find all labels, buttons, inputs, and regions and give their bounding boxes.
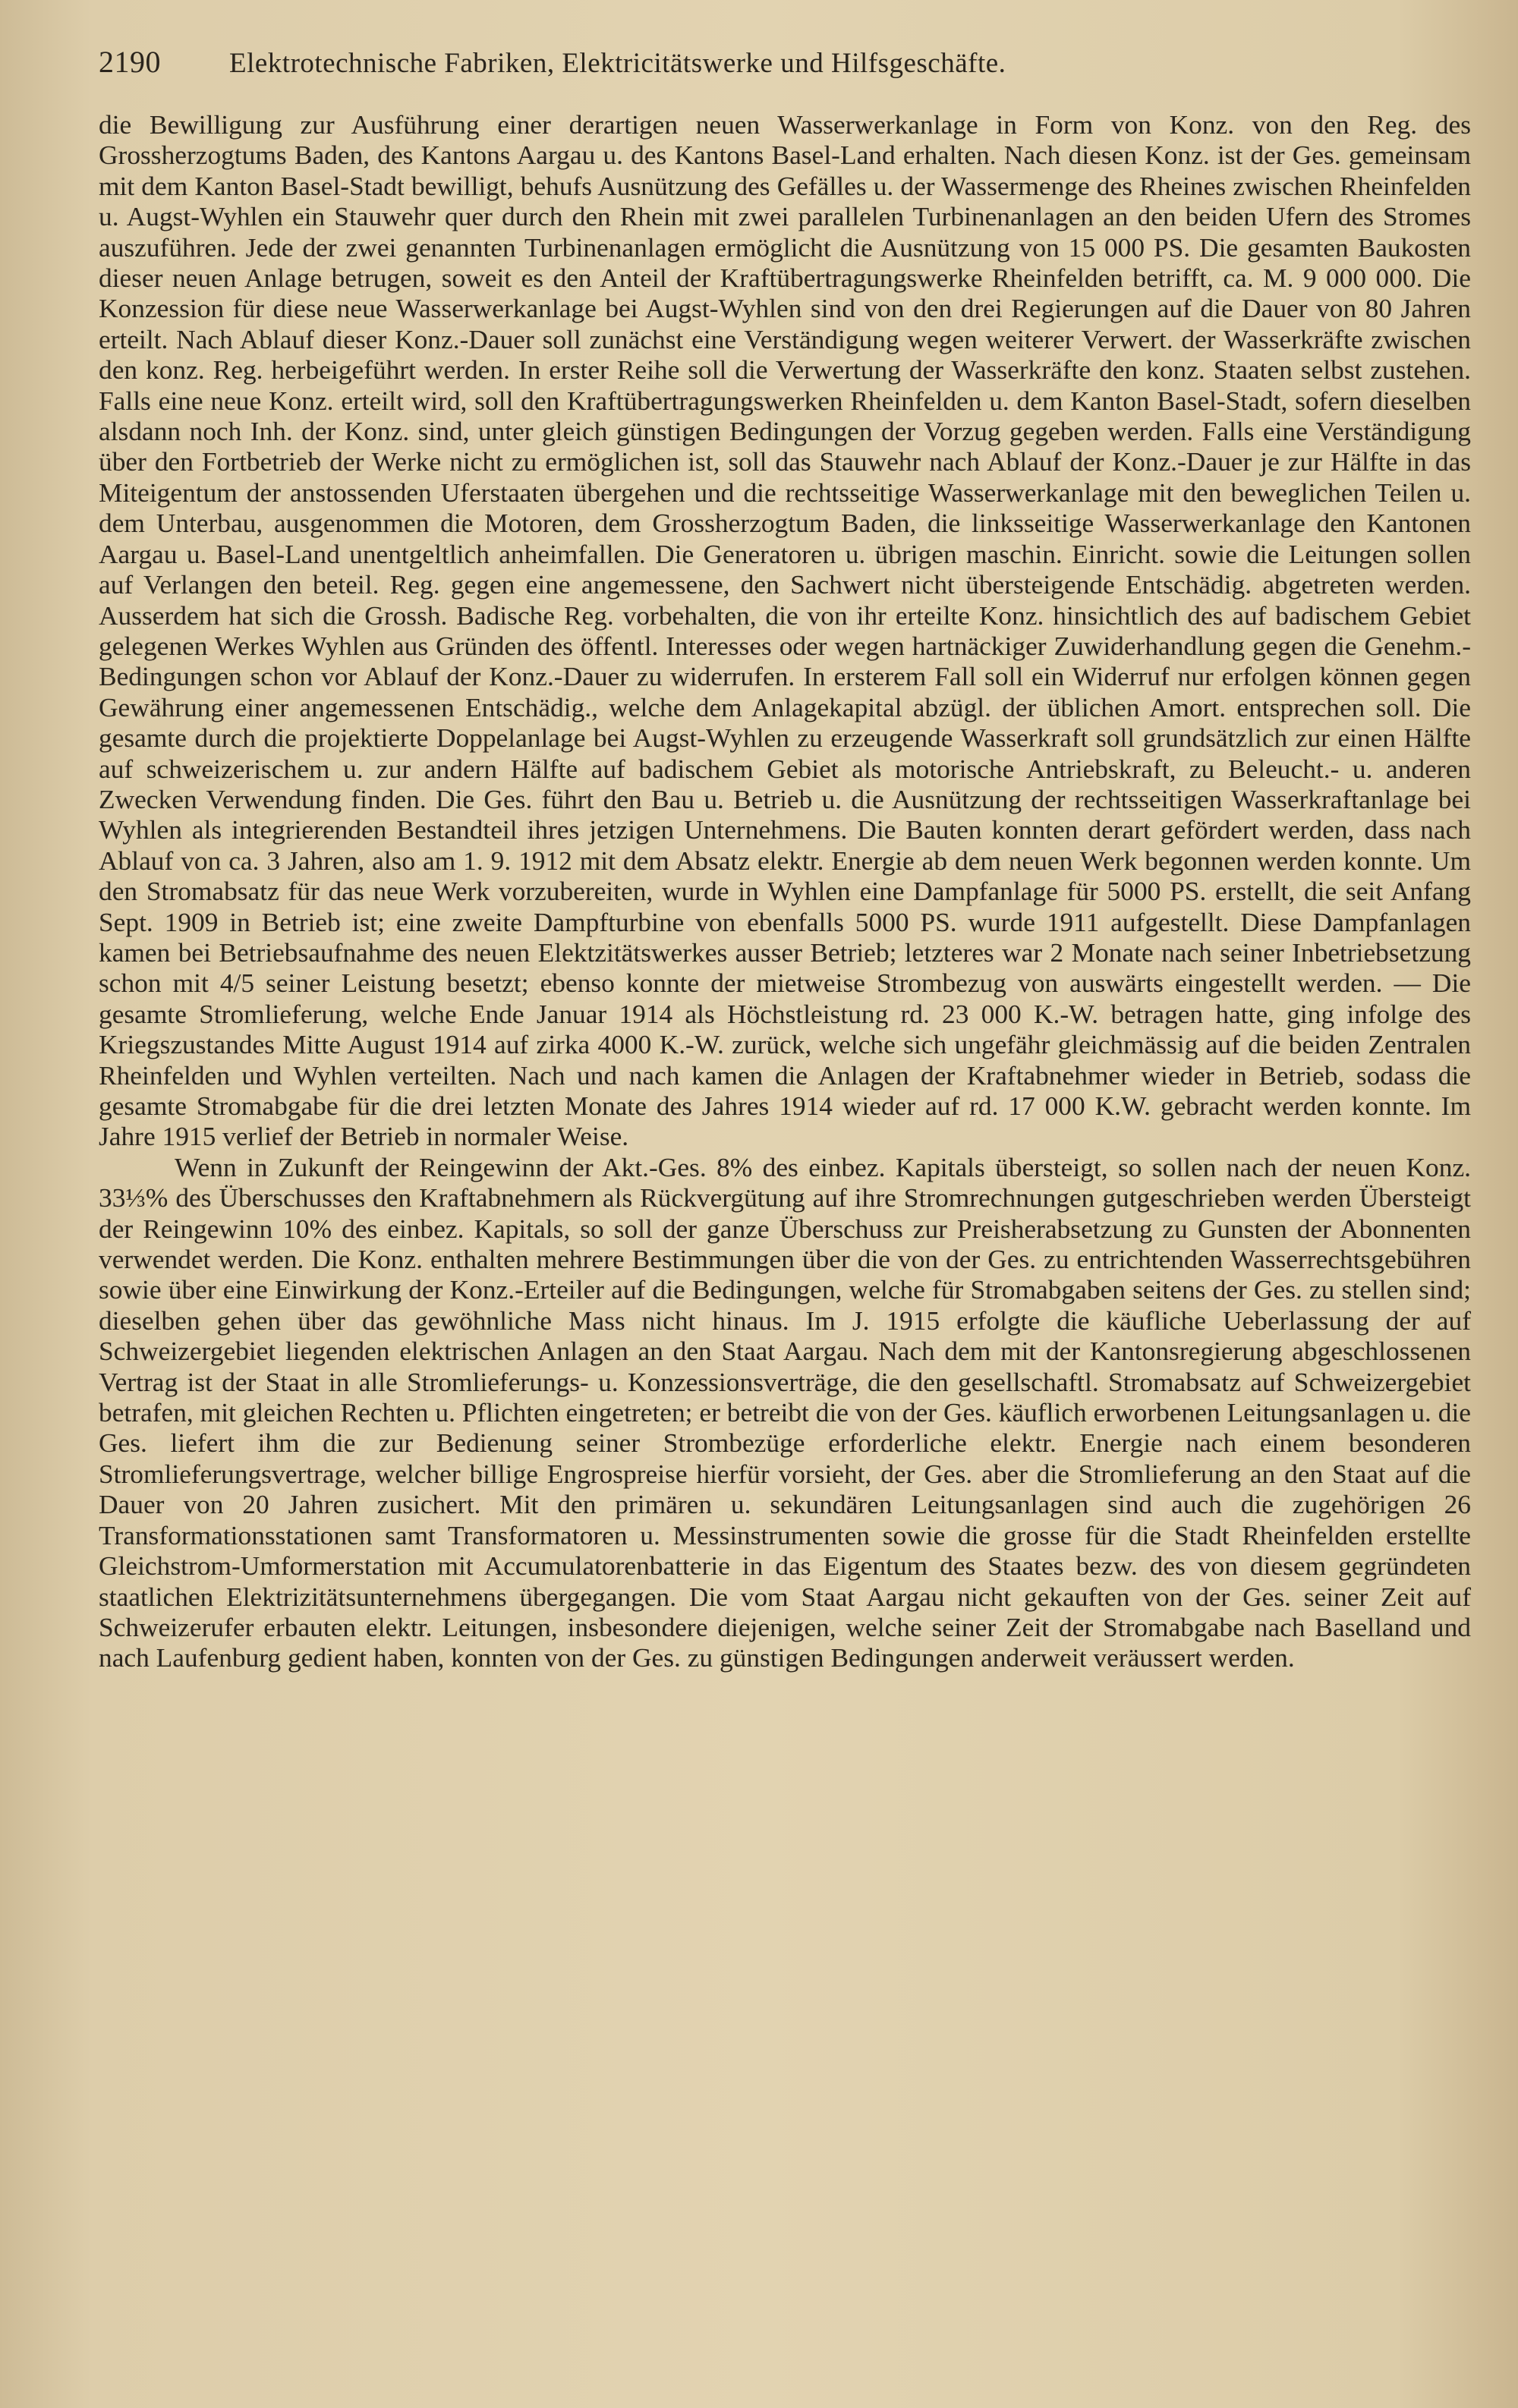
paragraph-2: Wenn in Zukunft der Reingewinn der Akt.-Ges. 8% des einbez. Kapitals übersteigt, so sollen nach der neuen Konz. 33⅓% des Überschusses den Kraftabnehmern als Rückvergütung auf ihre Stromrechnungen gutgeschrieben werden Übersteigt der Reingewinn 10% des einbez. Kapitals, so soll der ganze Überschuss zur Preisherabsetzung zu Gunsten der Abonnenten verwendet werden. Die Konz. enthalten mehrere Bestimmungen über die von der Ges. zu entrichtenden Wasserrechtsgebühren sowie über eine Einwirkung der Konz.-Erteiler auf die Bedingungen, welche für Stromabgaben seitens der Ges. zu stellen sind; dieselben gehen über das gewöhnliche Mass nicht hinaus. Im J. 1915 erfolgte die käufliche Ueberlassung der auf Schweizergebiet liegenden elektrischen Anlagen an den Staat Aargau. Nach dem mit der Kantonsregierung abgeschlossenen Vertrag ist der Staat in alle Stromlieferungs- u. Konzessionsverträge, die den gesellschaftl. Stromabsatz auf Schweizergebiet betrafen, mit gleichen Rechten u. Pflichten eingetreten; er betreibt die von der Ges. käuflich erworbenen Leitungsanlagen u. die Ges. liefert ihm die zur Bedienung seiner Strombezüge erforderliche elektr. Energie nach einem besonderen Stromlieferungsvertrage, welcher billige Engrospreise hierfür vorsieht, der Ges. aber die Stromlieferung an den Staat auf die Dauer von 20 Jahren zusichert. Mit den primären u. sekundären Leitungsanlagen sind auch die zugehörigen 26 Transformationsstationen samt Transformatoren u. Messinstrumenten sowie die grosse für die Stadt Rheinfelden erstellte Gleichstrom-Umformerstation mit Accumulatorenbatterie in das Eigentum des Staates bezw. des von diesem gegründeten staatlichen Elektrizitätsunternehmens übergegangen. Die vom Staat Aargau nicht gekauften von der Ges. seiner Zeit auf Schweizerufer erbauten elektr. Leitungen, insbesondere diejenigen, welche seiner Zeit der Stromabgabe nach Baselland und nach Laufenburg gedient haben, konnten von der Ges. zu günstigen Bedingungen anderweit veräussert werden.: [99, 1151, 1471, 1673]
page-header: [99, 44, 1471, 90]
page-number: 2190: [99, 45, 161, 79]
running-head: Elektrotechnische Fabriken, Elektricitätswerke und Hilfsgeschäfte.: [229, 48, 1006, 79]
body-text: [99, 109, 1471, 1673]
paragraph-1: die Bewilligung zur Ausführung einer derartigen neuen Wasserwerkanlage in Form von Konz. von den Reg. des Grossherzogtums Baden, des Kantons Aargau u. des Kantons Basel-Land erhalten. Nach diesen Konz. ist der Ges. gemeinsam mit dem Kanton Basel-Stadt bewilligt, behufs Ausnützung des Gefälles u. der Wassermenge des Rheines zwischen Rheinfelden u. Augst-Wyhlen ein Stauwehr quer durch den Rhein mit zwei parallelen Turbinenanlagen an den beiden Ufern des Stromes auszuführen. Jede der zwei genannten Turbinenanlagen ermöglicht die Ausnützung von 15 000 PS. Die gesamten Baukosten dieser neuen Anlage betrugen, soweit es den Anteil der Kraftübertragungswerke Rheinfelden betrifft, ca. M. 9 000 000. Die Konzession für diese neue Wasserwerkanlage bei Augst-Wyhlen sind von den drei Regierungen auf die Dauer von 80 Jahren erteilt. Nach Ablauf dieser Konz.-Dauer soll zunächst eine Verständigung wegen weiterer Verwert. der Wasserkräfte zwischen den konz. Reg. herbeigeführt werden. In erster Reihe soll die Verwertung der Wasserkräfte den konz. Staaten selbst zustehen. Falls eine neue Konz. erteilt wird, soll den Kraftübertragungswerken Rheinfelden u. dem Kanton Basel-Stadt, sofern dieselben alsdann noch Inh. der Konz. sind, unter gleich günstigen Bedingungen der Vorzug gegeben werden. Falls eine Verständigung über den Fortbetrieb der Werke nicht zu ermöglichen ist, soll das Stauwehr nach Ablauf der Konz.-Dauer je zur Hälfte in das Miteigentum der anstossenden Uferstaaten übergehen und die rechtsseitige Wasserwerkanlage mit den beweglichen Teilen u. dem Unterbau, ausgenommen die Motoren, dem Grossherzogtum Baden, die linksseitige Wasserwerkanlage den Kantonen Aargau u. Basel-Land unentgeltlich anheimfallen. Die Generatoren u. übrigen maschin. Einricht. sowie die Leitungen sollen auf Verlangen den beteil. Reg. gegen eine angemessene, den Sachwert nicht übersteigende Entschädig. abgetreten werden. Ausserdem hat sich die Grossh. Badische Reg. vorbehalten, die von ihr erteilte Konz. hinsichtlich des auf badischem Gebiet gelegenen Werkes Wyhlen aus Gründen des öffentl. Interesses oder wegen hartnäckiger Zuwiderhandlung gegen die Genehm.-Bedingungen schon vor Ablauf der Konz.-Dauer zu widerrufen. In ersterem Fall soll ein Widerruf nur erfolgen können gegen Gewährung einer angemessenen Entschädig., welche dem Anlagekapital abzügl. der üblichen Amort. entsprechen soll. Die gesamte durch die projektierte Doppelanlage bei Augst-Wyhlen zu erzeugende Wasserkraft soll grundsätzlich zur einen Hälfte auf schweizerischem u. zur andern Hälfte auf badischem Gebiet als motorische Antriebskraft, zu Beleucht.- u. anderen Zwecken Verwendung finden. Die Ges. führt den Bau u. Betrieb u. die Ausnützung der rechtsseitigen Wasserkraftanlage bei Wyhlen als integrierenden Bestandteil ihres jetzigen Unternehmens. Die Bauten konnten derart gefördert werden, dass nach Ablauf von ca. 3 Jahren, also am 1. 9. 1912 mit dem Absatz elektr. Energie ab dem neuen Werk begonnen werden konnte. Um den Stromabsatz für das neue Werk vorzubereiten, wurde in Wyhlen eine Dampfanlage für 5000 PS. erstellt, die seit Anfang Sept. 1909 in Betrieb ist; eine zweite Dampfturbine von ebenfalls 5000 PS. wurde 1911 aufgestellt. Diese Dampfanlagen kamen bei Betriebsaufnahme des neuen Elektzitätswerkes ausser Betrieb; letzteres war 2 Monate nach seiner Inbetriebsetzung schon mit 4/5 seiner Leistung besetzt; ebenso konnte der mietweise Strombezug von auswärts eingestellt werden. — Die gesamte Stromlieferung, welche Ende Januar 1914 als Höchstleistung rd. 23 000 K.-W. betragen hatte, ging infolge des Kriegszustandes Mitte August 1914 auf zirka 4000 K.-W. zurück, welche sich ungefähr gleichmässig auf die beiden Zentralen Rheinfelden und Wyhlen verteilten. Nach und nach kamen die Anlagen der Kraftabnehmer wieder in Betrieb, sodass die gesamte Stromabgabe für die drei letzten Monate des Jahres 1914 wieder auf rd. 17 000 K.W. gebracht werden konnte. Im Jahre 1915 verlief der Betrieb in normaler Weise.: [99, 109, 1471, 1152]
